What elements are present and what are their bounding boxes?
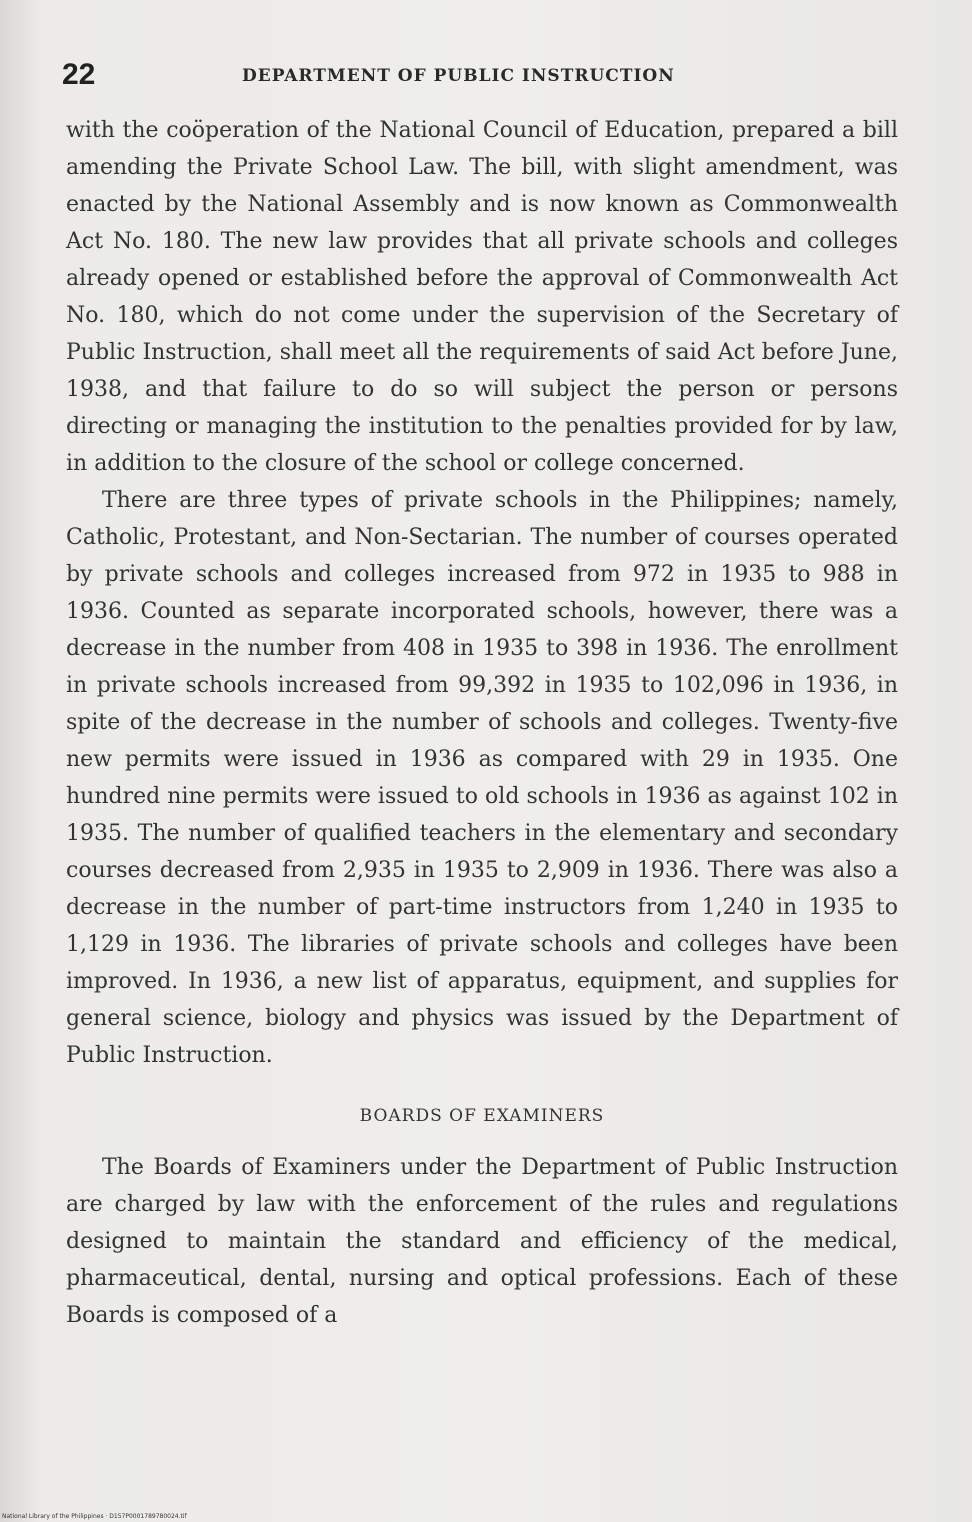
paragraph-3: The Boards of Examiners under the Department of Public Instruction are charged by law with the enforcement of the rules and regulations designed to maintain the standard and efficiency of the medical, pharmaceutical, dental, nursing and optical professions. Each of these Boards is composed of a <box>66 1155 898 1328</box>
section-heading-boards-of-examiners: BOARDS OF EXAMINERS <box>359 1106 605 1126</box>
page-header <box>62 58 922 98</box>
scan-credit: National Library of the Philippines · D157P0001789780024.tif <box>2 1513 187 1520</box>
page-number: 22 <box>62 58 96 91</box>
page-body <box>66 112 898 1334</box>
paragraph-1: with the coöperation of the National Council of Education, prepared a bill amending the Private School Law. The bill, with slight amendment, was enacted by the National Assembly and is now known as Commonwealth Act No. 180. The new law provides that all private schools and colleges already opened or established before the approval of Commonwealth Act No. 180, which do not come under the supervision of the Secretary of Public Instruction, shall meet all the requirements of said Act before June, 1938, and that failure to do so will subject the person or persons directing or managing the institution to the penalties provided for by law, in addition to the closure of the school or college concerned. <box>66 118 898 476</box>
paragraph-2: There are three types of private schools in the Philippines; namely, Catholic, Protestant, and Non-Sectarian. The number of courses operated by private schools and colleges increased from 972 in 1935 to 988 in 1936. Counted as separate incorporated schools, however, there was a decrease in the number from 408 in 1935 to 398 in 1936. The enrollment in private schools increased from 99,392 in 1935 to 102,096 in 1936, in spite of the decrease in the number of schools and colleges. Twenty-five new permits were issued in 1936 as compared with 29 in 1935. One hundred nine permits were issued to old schools in 1936 as against 102 in 1935. The number of qualified teachers in the elementary and secondary courses decreased from 2,935 in 1935 to 2,909 in 1936. There was also a decrease in the number of part-time instructors from 1,240 in 1935 to 1,129 in 1936. The libraries of private schools and colleges have been improved. In 1936, a new list of apparatus, equipment, and supplies for general science, biology and physics was issued by the Department of Public Instruction. <box>66 488 898 1068</box>
running-head: DEPARTMENT OF PUBLIC INSTRUCTION <box>242 66 675 86</box>
